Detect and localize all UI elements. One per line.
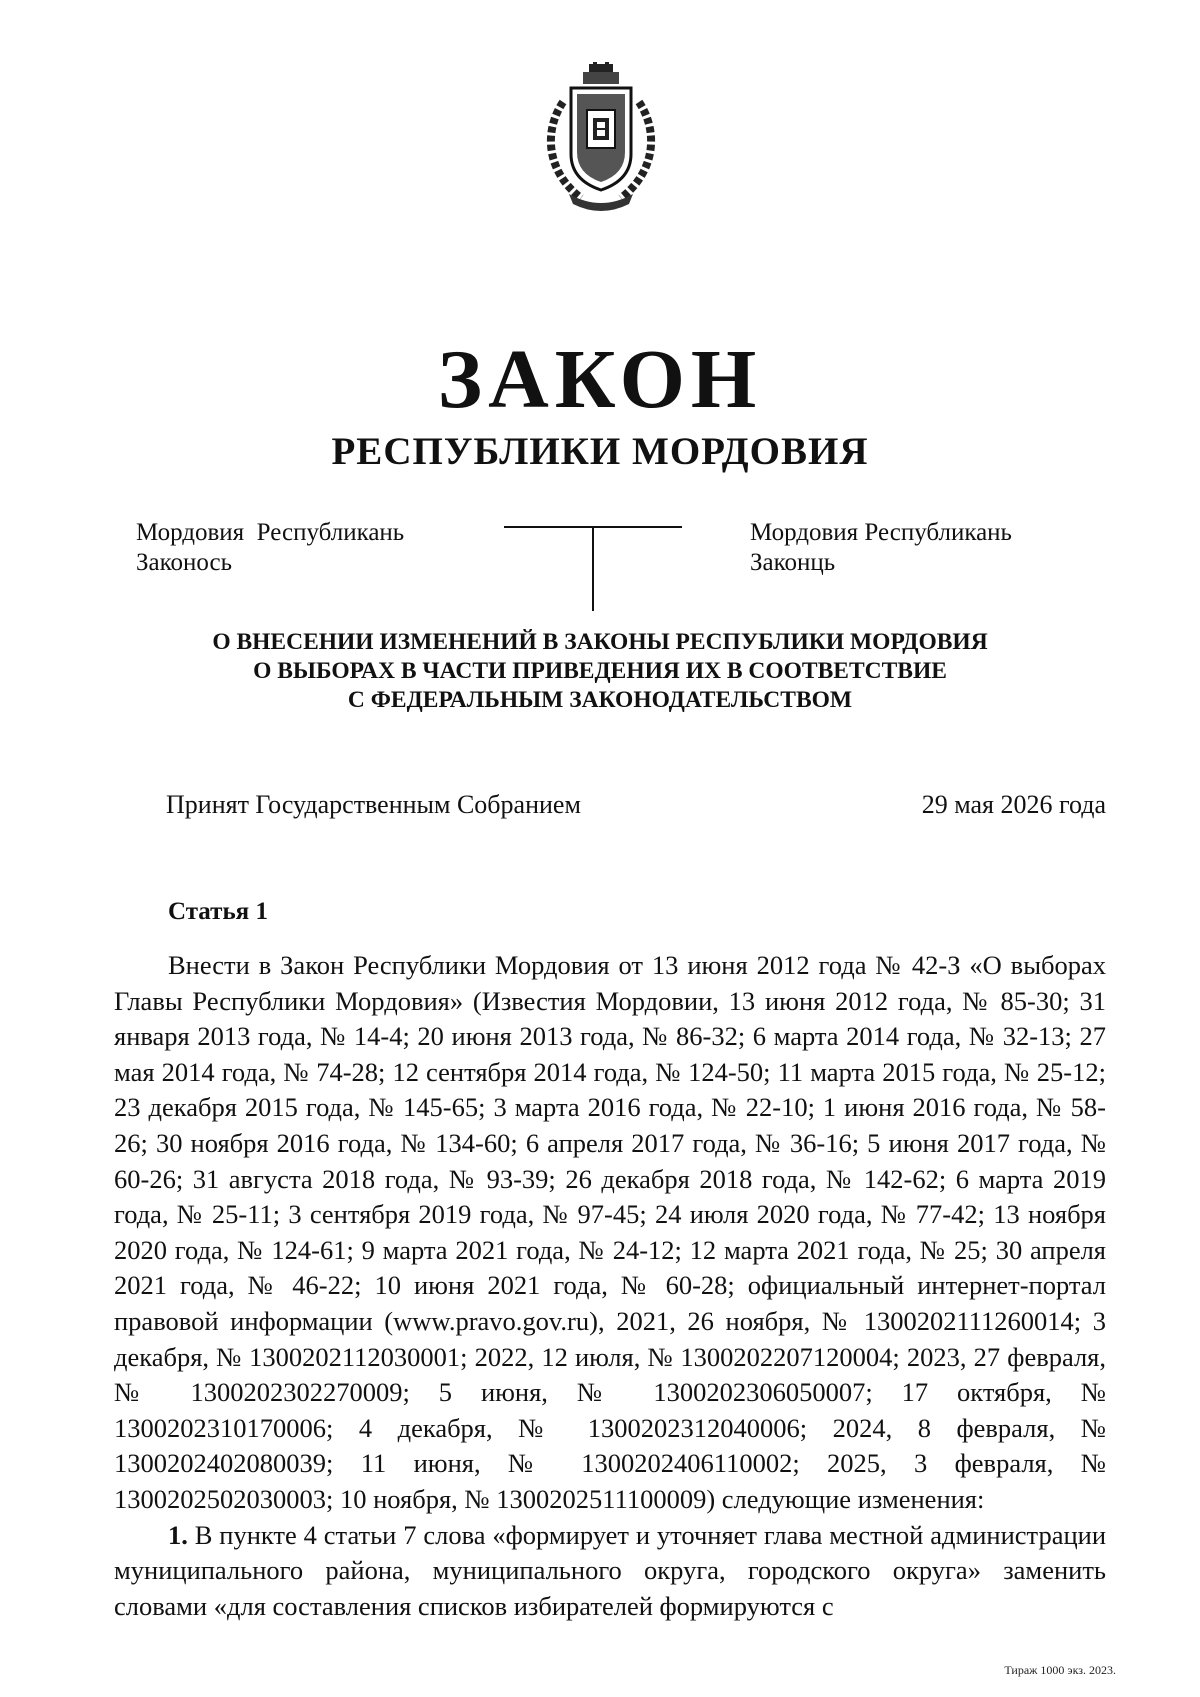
article-paragraph-1: Внести в Закон Республики Мордовия от 13 июня 2012 года № 42-З «О выборах Главы Республики Мордовия» (Известия Мордовии, 13 июня 2012 года, № 85-30; 31 января 2013 года, № 14-4; 20 июня 2013 года, № 86-32; 6 марта 2014 года, № 32-13; 27 мая 2014 года, № 74-28; 12 сентября 2014 года, № 124-50; 11 марта 2015 года, № 25-12; 23 декабря 2015 года, № 145-65; 3 марта 2016 года, № 22-10; 1 июня 2016 года, № 58-26; 30 ноября 2016 года, № 134-60; 6 апреля 2017 года, № 36-16; 5 июня 2017 года, № 60-26; 31 августа 2018 года, № 93-39; 26 декабря 2018 года, № 142-62; 6 марта 2019 года, № 25-11; 3 сентября 2019 года, № 97-45; 24 июля 2020 года, № 77-42; 13 ноября 2020 года, № 124-61; 9 марта 2021 года, № 24-12; 12 марта 2021 года, № 25; 30 апреля 2021 года, № 46-22; 10 июня 2021 года, № 60-28; официальный интернет-портал правовой информации (www.pravo.gov.ru), 2021, 26 ноября, № 1300202111260014; 3 декабря, № 1300202112030001; 2022, 12 июля, № 1300202207120004; 2023, 27 февраля, № 1300202302270009; 5 июня, № 1300202306050007; 17 октября, № 1300202310170006; 4 декабря, № 1300202312040006; 2024, 8 февраля, № 1300202402080039; 11 июня, № 1300202406110002; 2025, 3 февраля, № 1300202502030003; 10 ноября, № 1300202511100009) следующие изменения:	[114, 950, 1106, 1514]
law-name-line3: С ФЕДЕРАЛЬНЫМ ЗАКОНОДАТЕЛЬСТВОМ	[347, 687, 853, 713]
mordvin-title-left	[136, 518, 404, 578]
print-run-note: Тираж 1000 экз. 2023.	[1004, 1663, 1116, 1677]
mordvin-right-line1: Мордовия Республикань	[750, 519, 1012, 546]
law-name	[0, 628, 1200, 715]
law-name-line1: О ВНЕСЕНИИ ИЗМЕНЕНИЙ В ЗАКОНЫ РЕСПУБЛИКИ МОРДОВИЯ	[212, 629, 988, 655]
document-subtitle: РЕСПУБЛИКИ МОРДОВИЯ	[331, 430, 869, 473]
adoption-label: Принят Государственным Собранием	[166, 790, 581, 819]
coat-of-arms-emblem	[533, 62, 669, 212]
document-title: ЗАКОН	[437, 333, 763, 426]
article-item-1	[114, 1518, 1106, 1625]
mordvin-left-line1: Мордовия Республикань	[136, 519, 405, 546]
divider-vertical	[592, 527, 594, 611]
adoption-date: 29 мая 2026 года	[921, 790, 1106, 819]
item-text: В пункте 4 статьи 7 слова «формирует и уточняет глава местной администрации муниципального района, муниципального округа, городского округа» заменить словами «для составления списков избирателей формируются с	[114, 1519, 1106, 1621]
article-heading: Статья 1	[168, 898, 268, 925]
article-body	[114, 948, 1106, 1624]
law-name-line2: О ВЫБОРАХ В ЧАСТИ ПРИВЕДЕНИЯ ИХ В СООТВЕТСТВИЕ	[253, 658, 947, 684]
mordvin-title-right	[750, 518, 1012, 578]
mordvin-right-line2: Законць	[750, 549, 836, 576]
item-number: 1.	[168, 1519, 188, 1550]
mordvin-left-line2: Законось	[136, 549, 232, 576]
